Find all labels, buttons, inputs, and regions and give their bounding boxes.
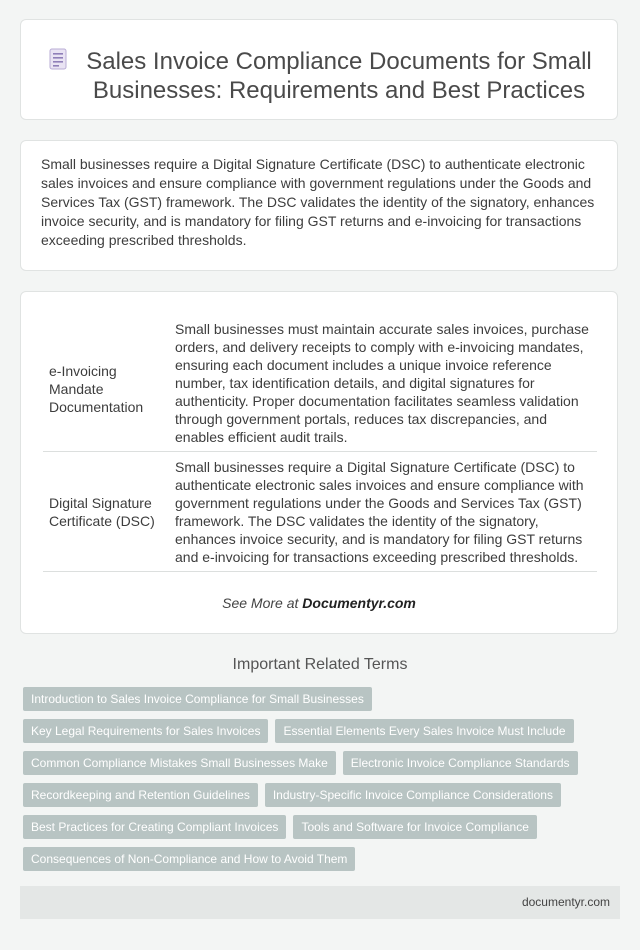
related-term-tag[interactable]: Consequences of Non-Compliance and How to Avoid Them: [23, 847, 355, 871]
table-row: [43, 314, 597, 452]
related-term-tag[interactable]: Essential Elements Every Sales Invoice Must Include: [275, 719, 573, 743]
related-term-tag[interactable]: Introduction to Sales Invoice Compliance for Small Businesses: [23, 687, 372, 711]
footer-bar: [20, 886, 620, 919]
related-terms-list: [23, 687, 623, 879]
page-title: Sales Invoice Compliance Documents for Small Businesses: Requirements and Best Practices: [86, 48, 592, 104]
related-term-tag[interactable]: Key Legal Requirements for Sales Invoices: [23, 719, 268, 743]
related-term-tag[interactable]: Electronic Invoice Compliance Standards: [343, 751, 578, 775]
see-more-link[interactable]: [21, 595, 617, 611]
row-label: e-Invoicing Mandate Documentation: [49, 363, 144, 415]
related-term-tag[interactable]: Tools and Software for Invoice Compliance: [293, 815, 536, 839]
intro-card: [20, 140, 618, 271]
related-term-tag[interactable]: Recordkeeping and Retention Guidelines: [23, 783, 258, 807]
document-icon: [49, 48, 67, 70]
related-term-tag[interactable]: Best Practices for Creating Compliant Invoices: [23, 815, 286, 839]
table-row: [43, 452, 597, 572]
see-more-prefix: See More at: [222, 595, 303, 611]
title-card: [20, 19, 618, 120]
row-label: Digital Signature Certificate (DSC): [49, 495, 155, 529]
details-table-card: [20, 291, 618, 634]
footer-site-link[interactable]: documentyr.com: [521, 895, 610, 909]
intro-paragraph: Small businesses require a Digital Signature Certificate (DSC) to authenticate electronic sales invoices and ensure compliance with government regulations under the Goods and Services Tax (GST) framework. The DSC validates the identity of the signatory, enhances invoice security, and is mandatory for filing GST returns and e-invoicing for transactions exceeding prescribed thresholds.: [41, 156, 595, 248]
related-terms-title: Important Related Terms: [232, 656, 408, 673]
related-term-tag[interactable]: Industry-Specific Invoice Compliance Considerations: [265, 783, 561, 807]
row-body: Small businesses require a Digital Signature Certificate (DSC) to authenticate electronic sales invoices and ensure compliance with government regulations under the Goods and Services Tax (GST) framework. The DSC validates the identity of the signatory, enhances invoice security, and is mandatory for filing GST returns and e-invoicing for transactions exceeding prescribed thresholds.: [175, 459, 584, 565]
related-term-tag[interactable]: Common Compliance Mistakes Small Businesses Make: [23, 751, 336, 775]
row-body: Small businesses must maintain accurate sales invoices, purchase orders, and delivery receipts to comply with e-invoicing mandates, ensuring each document includes a unique invoice reference number, tax identification details, and digital signatures for authenticity. Proper documentation facilitates seamless validation through government portals, reduces tax discrepancies, and enables efficient audit trails.: [175, 321, 589, 445]
see-more-site[interactable]: Documentyr.com: [302, 595, 416, 611]
